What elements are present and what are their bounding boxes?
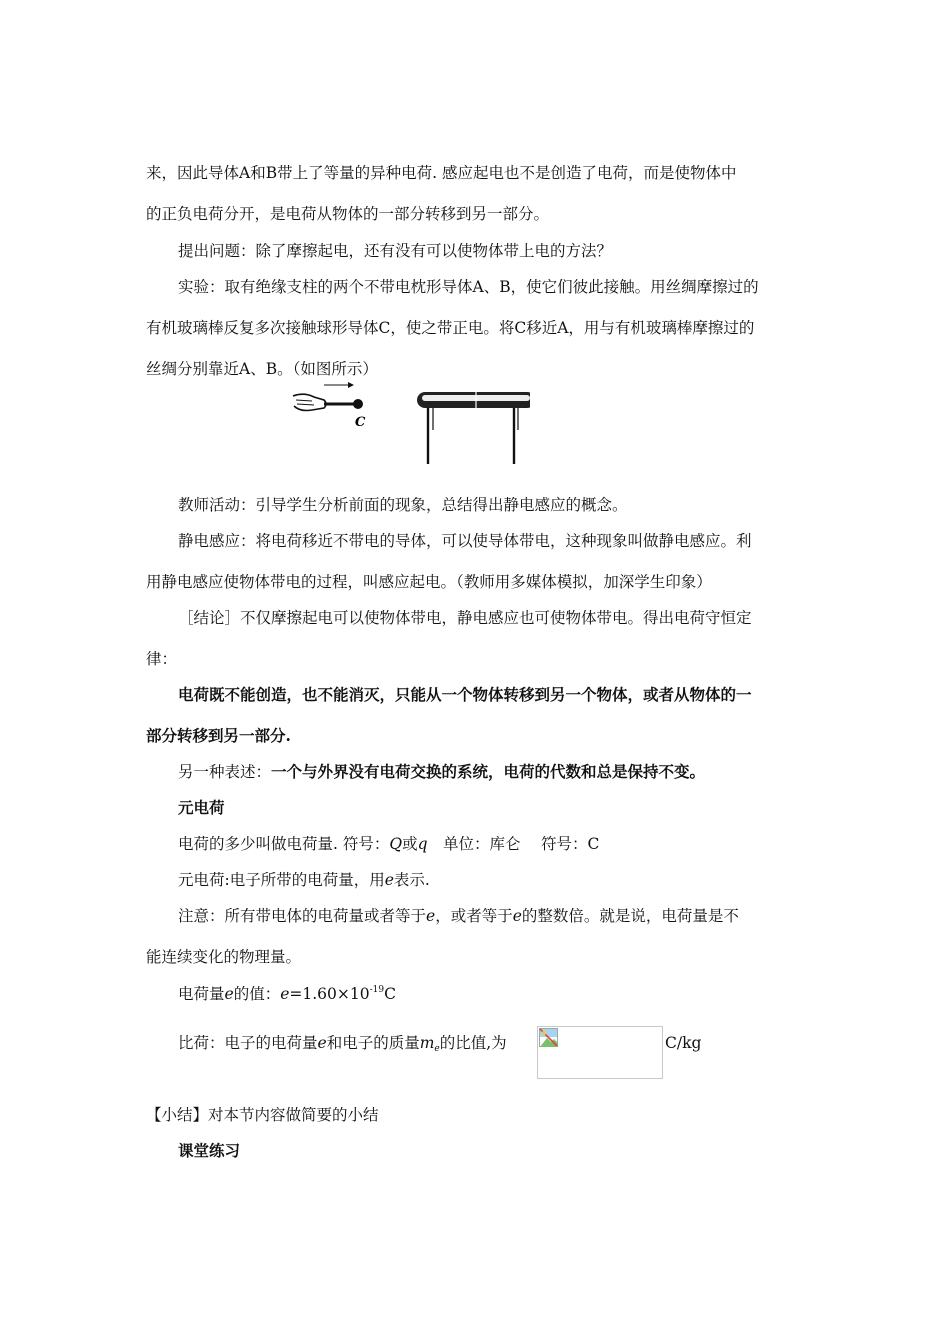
symbol-m: m <box>419 1034 435 1052</box>
unit: C <box>384 985 396 1003</box>
text: 单位：库仑 符号：C <box>427 835 600 853</box>
label-c: C <box>355 415 366 430</box>
alternative-statement <box>178 761 705 783</box>
alt-bold-text: 一个与外界没有电荷交换的系统，电荷的代数和总是保持不变。 <box>271 762 706 781</box>
symbol-e: e <box>384 871 394 889</box>
exponent: -19 <box>369 985 385 995</box>
symbol-e: e <box>512 907 522 925</box>
unit-label: C/kg <box>665 1034 702 1052</box>
experiment-line: 实验：取有绝缘支柱的两个不带电枕形导体A、B，使它们彼此接触。用丝绸摩擦过的 <box>178 278 759 296</box>
text: 的比值,为 <box>439 1034 507 1052</box>
paragraph-line: 来，因此导体A和B带上了等量的异种电荷. 感应起电也不是创造了电荷，而是使物体中 <box>146 164 737 182</box>
text: 和电子的质量 <box>326 1034 420 1052</box>
subscript-e: e <box>434 1044 440 1054</box>
question-line: 提出问题：除了摩擦起电，还有没有可以使物体带上电的方法？ <box>178 242 613 260</box>
summary-line: 【小结】对本节内容做简要的小结 <box>146 1106 379 1124</box>
text: 电荷量 <box>178 985 225 1003</box>
teacher-activity-line: 教师活动：引导学生分析前面的现象，总结得出静电感应的概念。 <box>178 496 628 514</box>
experiment-line: 丝绸分别靠近A、B。（如图所示） <box>146 360 378 378</box>
text: 的值： <box>233 985 281 1003</box>
text: =1.60×10 <box>289 985 370 1003</box>
charge-quantity-line <box>178 833 599 855</box>
symbol-e: e <box>317 1034 327 1052</box>
text: 比荷：电子的电荷量 <box>178 1034 318 1052</box>
conclusion-line: ［结论］不仅摩擦起电可以使物体带电，静电感应也可使物体带电。得出电荷守恒定 <box>178 609 752 627</box>
symbol-e: e <box>426 907 436 925</box>
conservation-law-line: 部分转移到另一部分. <box>146 726 291 745</box>
pillow-conductors <box>417 392 530 464</box>
specific-charge-line <box>178 1032 507 1054</box>
induction-line: 静电感应：将电荷移近不带电的导体，可以使导体带电，这种现象叫做静电感应。利 <box>178 532 752 550</box>
elementary-charge-line <box>178 869 430 891</box>
formula-image-placeholder <box>537 1026 663 1079</box>
text: 元电荷:电子所带的电荷量，用 <box>178 871 385 889</box>
text: ，或者等于 <box>435 907 513 925</box>
alt-prefix: 另一种表述： <box>178 763 272 781</box>
symbol-q-upper: Q <box>389 835 403 853</box>
exercise-heading: 课堂练习 <box>178 1141 241 1160</box>
text: 注意：所有带电体的电荷量或者等于 <box>178 907 427 925</box>
note-line <box>178 905 739 927</box>
hand-with-rod <box>293 382 363 411</box>
text: 电荷的多少叫做电荷量. 符号： <box>178 835 390 853</box>
induction-line: 用静电感应使物体带电的过程，叫感应起电。（教师用多媒体模拟，加深学生印象） <box>146 573 712 591</box>
conservation-law-line: 电荷既不能创造，也不能消灭，只能从一个物体转移到另一个物体，或者从物体的一 <box>178 685 752 704</box>
text: 表示. <box>393 871 430 889</box>
charge-value-line <box>178 983 396 1005</box>
section-heading: 元电荷 <box>178 798 225 817</box>
symbol-e: e <box>280 985 290 1003</box>
electrostatic-induction-figure <box>290 382 530 466</box>
conclusion-line: 律： <box>146 650 178 668</box>
text: 或 <box>402 835 418 853</box>
text: 的整数倍。就是说，电荷量是不 <box>521 907 739 925</box>
experiment-line: 有机玻璃棒反复多次接触球形导体C，使之带正电。将C移近A，用与有机玻璃棒摩擦过的 <box>146 319 755 337</box>
symbol-q-lower: q <box>417 835 428 853</box>
symbol-e: e <box>224 985 234 1003</box>
broken-image-icon <box>539 1028 559 1048</box>
note-line: 能连续变化的物理量。 <box>146 948 302 966</box>
paragraph-line: 的正负电荷分开，是电荷从物体的一部分转移到另一部分。 <box>146 205 550 223</box>
